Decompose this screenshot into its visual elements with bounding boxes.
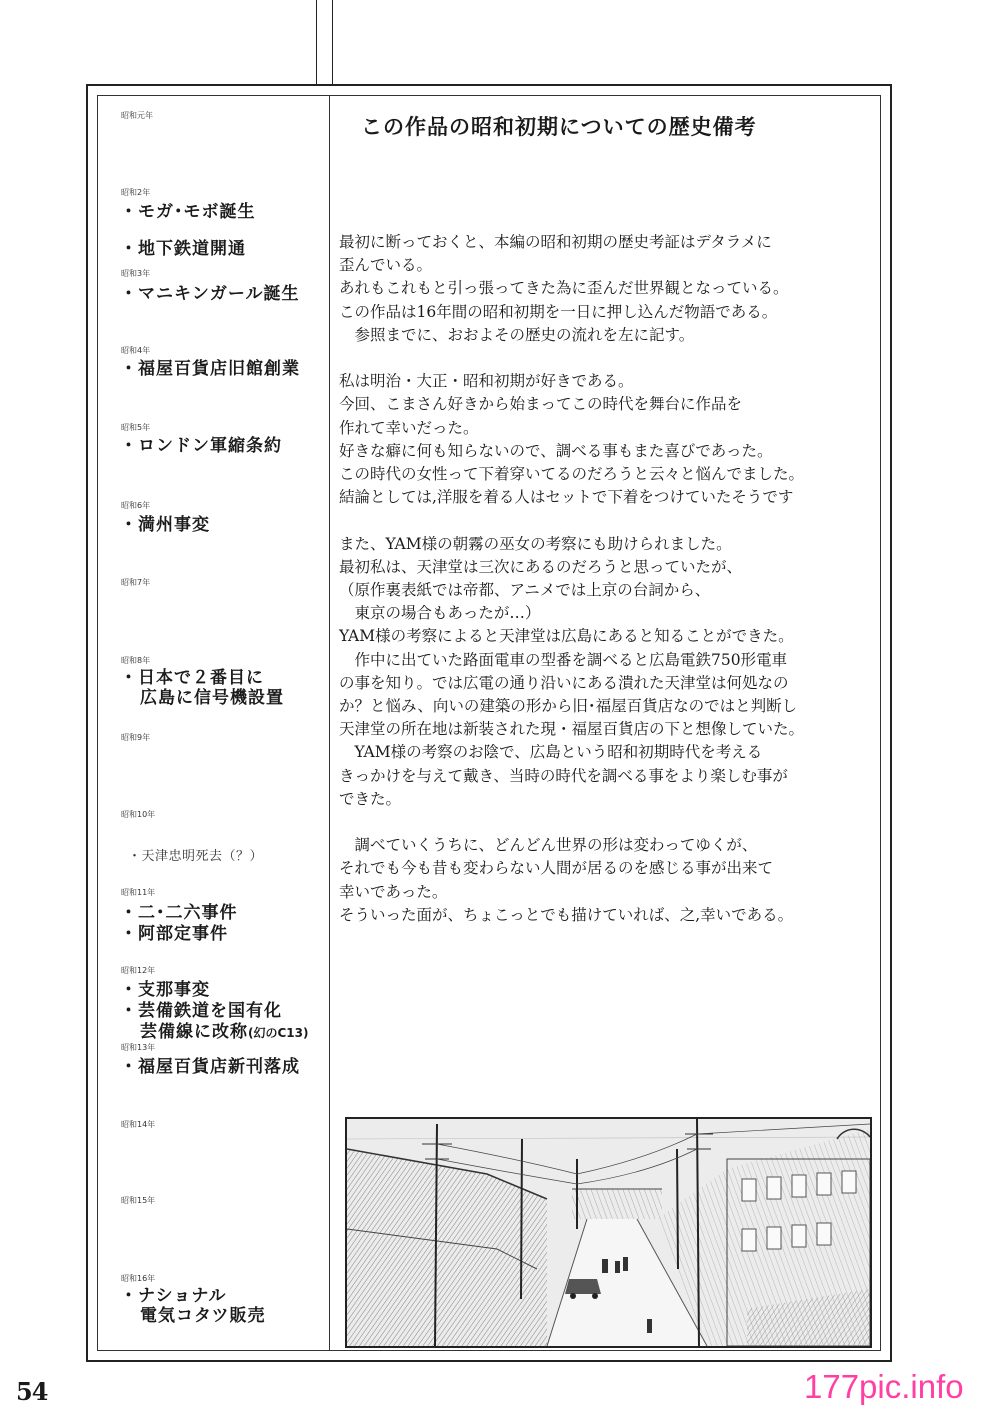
- body-line: 最初に断っておくと、本編の昭和初期の歴史考証はデタラメに: [339, 233, 772, 251]
- timeline-event: ・福屋百貨店新刊落成: [120, 1057, 300, 1077]
- year-label: 昭和元年: [121, 111, 153, 120]
- timeline-event: [140, 1017, 308, 1042]
- body-line: 今回、こまさん好きから始まってこの時代を舞台に作品を: [339, 395, 743, 414]
- body-line: 東京の場合もあったが…）: [339, 604, 541, 623]
- year-label: 昭和12年: [121, 966, 156, 975]
- body-line: YAM様の考察によると天津堂は広島にあると知ることができた。: [339, 627, 794, 646]
- year-label: 昭和8年: [121, 656, 151, 665]
- timeline-event: ・天津忠明死去（？）: [128, 849, 264, 864]
- timeline-event: ・福屋百貨店旧館創業: [120, 359, 300, 379]
- timeline-event: ・ナショナル: [120, 1286, 227, 1306]
- body-line: 私は明治・大正・昭和初期が好きである。: [339, 372, 634, 391]
- body-line: この時代の女性って下着穿いてるのだろうと云々と悩んでました。: [339, 465, 805, 484]
- body-line: 天津堂の所在地は新装された現・福屋百貨店の下と想像していた。: [339, 720, 805, 739]
- body-line: また、YAM様の朝霧の巫女の考察にも助けられました。: [339, 534, 732, 553]
- body-line: 好きな癖に何も知らないので、調べる事もまた喜びであった。: [339, 441, 773, 460]
- body-line: [339, 509, 879, 532]
- top-rule-left: [316, 0, 317, 86]
- body-line: あれもこれもと引っ張ってきた為に歪んだ世界観となっている。: [339, 279, 789, 298]
- watermark-link[interactable]: 177pic.info: [804, 1368, 964, 1405]
- year-label: 昭和11年: [121, 888, 156, 897]
- top-rule-right: [332, 0, 333, 86]
- timeline-event: ・地下鉄道開通: [120, 239, 246, 259]
- page-number: 54: [16, 1377, 48, 1406]
- column-divider: [329, 95, 330, 1351]
- body-line: それでも今も昔も変わらない人間が居るのを感じる事が出来て: [339, 859, 774, 878]
- body-line: の事を知り。では広電の通り沿いにある潰れた天津堂は何処なの: [339, 673, 789, 692]
- year-label: 昭和15年: [121, 1196, 156, 1205]
- timeline-event: ・支那事変: [120, 980, 210, 1000]
- year-label: 昭和16年: [121, 1274, 156, 1283]
- timeline-event: ・マニキンガール誕生: [120, 284, 300, 304]
- year-label: 昭和3年: [121, 269, 151, 278]
- body-line: 最初私は、天津堂は三次にあるのだろうと思っていたが、: [339, 557, 743, 576]
- body-line: この作品は16年間の昭和初期を一日に押し込んだ物語である。: [339, 302, 778, 321]
- year-label: 昭和13年: [121, 1043, 156, 1052]
- year-label: 昭和7年: [121, 578, 151, 587]
- page-title: この作品の昭和初期についての歴史備考: [361, 115, 757, 139]
- year-label: 昭和10年: [121, 810, 156, 819]
- timeline-event: 電気コタツ販売: [140, 1306, 266, 1326]
- year-label: 昭和14年: [121, 1120, 156, 1129]
- timeline-event: ・満州事変: [120, 515, 210, 535]
- timeline-event: ・日本で２番目に: [120, 668, 264, 688]
- street-illustration: [345, 1117, 872, 1348]
- body-line: できた。: [339, 789, 402, 808]
- timeline-event: ・阿部定事件: [120, 924, 228, 944]
- body-line: 参照までに、おおよその歴史の流れを左に記す。: [339, 325, 695, 344]
- body-line: 作れて幸いだった。: [339, 418, 479, 437]
- year-label: 昭和5年: [121, 423, 151, 432]
- timeline-event: ・モガ･モボ誕生: [120, 202, 256, 222]
- year-label: 昭和4年: [121, 346, 151, 355]
- timeline-event-note: (幻のC13): [248, 1026, 309, 1040]
- body-line: 幸いであった。: [339, 882, 448, 901]
- body-line: YAM様の考察のお陰で、広島という昭和初期時代を考える: [339, 743, 763, 762]
- body-line: [339, 347, 879, 370]
- body-line: か？と悩み、向いの建築の形から旧･福屋百貨店なのではと判断し: [339, 697, 798, 716]
- body-line: そういった面が、ちょこっとでも描けていれば、之,幸いである。: [339, 905, 794, 924]
- body-line: 調べていくうちに、どんどん世界の形は変わってゆくが、: [339, 836, 758, 855]
- timeline-event: ・二･二六事件: [120, 903, 238, 923]
- body-line: 作中に出ていた路面電車の型番を調べると広島電鉄750形電車: [339, 650, 788, 669]
- timeline-event: ・芸備鉄道を国有化: [120, 1001, 282, 1021]
- body-text: [339, 231, 879, 927]
- body-line: （原作裏表紙では帝都、アニメでは上京の台詞から、: [339, 581, 711, 600]
- timeline-event-text: 芸備線に改称: [140, 1022, 248, 1042]
- year-label: 昭和6年: [121, 501, 151, 510]
- body-line: 歪んでいる。: [339, 256, 433, 275]
- body-line: きっかけを与えて戴き、当時の時代を調べる事をより楽しむ事が: [339, 766, 788, 785]
- timeline-event: ・ロンドン軍縮条約: [120, 436, 282, 456]
- body-line: 結論としては,洋服を着る人はセットで下着をつけていたそうです: [339, 488, 794, 507]
- year-label: 昭和2年: [121, 188, 151, 197]
- timeline-event: 広島に信号機設置: [140, 688, 284, 708]
- year-label: 昭和9年: [121, 733, 151, 742]
- body-line: [339, 811, 879, 834]
